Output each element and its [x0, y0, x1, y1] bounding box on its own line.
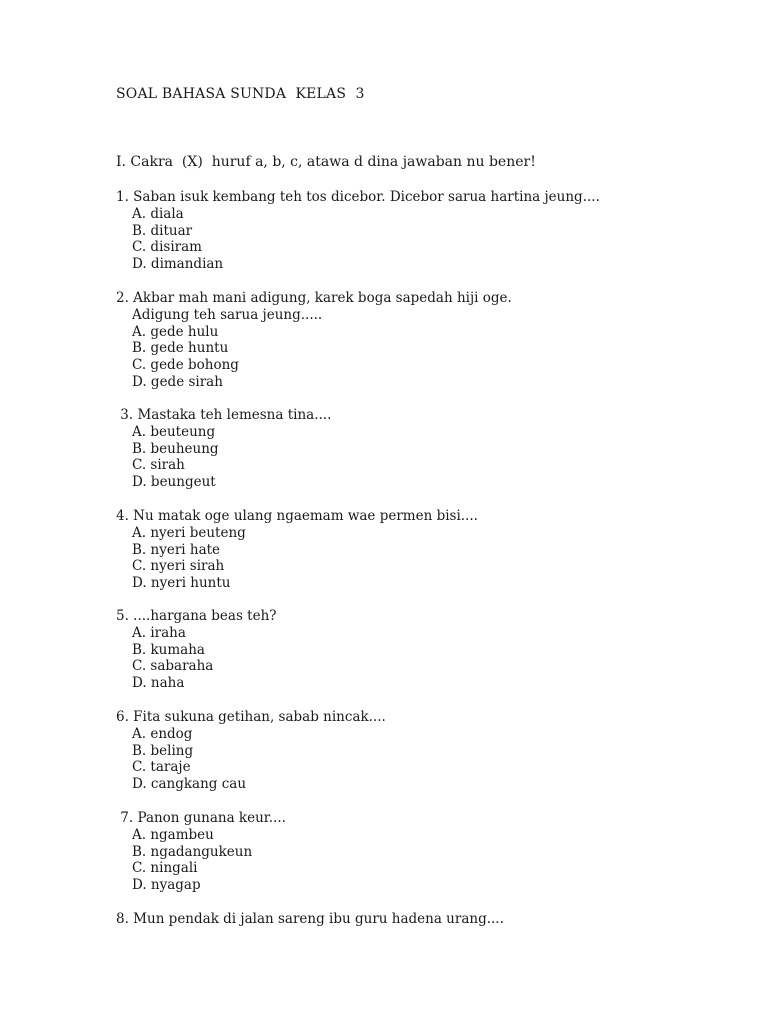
answer-option: A. gede hulu — [132, 323, 219, 340]
answer-option: B. gede huntu — [132, 340, 229, 357]
answer-option: B. dituar — [132, 222, 193, 239]
answer-option: C. nyeri sirah — [132, 558, 225, 575]
answer-option: A. nyeri beuteng — [132, 524, 246, 541]
question-stem: 4. Nu matak oge ulang ngaemam wae permen bisi.... — [116, 508, 478, 524]
answer-option: A. diala — [132, 205, 184, 222]
answer-option: D. nyeri huntu — [132, 575, 231, 592]
question-stem: 3. Mastaka teh lemesna tina.... — [116, 407, 332, 423]
instruction-text: I. Cakra (X) huruf a, b, c, atawa d dina jawaban nu bener! — [116, 154, 536, 170]
question-stem: 2. Akbar mah mani adigung, karek boga sapedah hiji oge. — [116, 290, 512, 306]
document-title: SOAL BAHASA SUNDA KELAS 3 — [116, 86, 365, 102]
answer-option: D. beungeut — [132, 474, 216, 491]
answer-option: C. sabaraha — [132, 658, 214, 675]
answer-option: C. disiram — [132, 239, 202, 256]
answer-option: A. iraha — [132, 624, 186, 641]
answer-option: A. beuteung — [132, 423, 216, 440]
question-stem: 1. Saban isuk kembang teh tos dicebor. Dicebor sarua hartina jeung.... — [116, 189, 600, 205]
answer-option: A. endog — [132, 725, 193, 742]
question-stem: 8. Mun pendak di jalan sareng ibu guru hadena urang.... — [116, 911, 504, 927]
answer-option: B. beuheung — [132, 440, 219, 457]
answer-option: C. ningali — [132, 860, 198, 877]
answer-option: C. sirah — [132, 457, 185, 474]
question-stem: 5. ....hargana beas teh? — [116, 608, 277, 624]
answer-option: B. beling — [132, 742, 194, 759]
answer-option: A. ngambeu — [132, 826, 214, 843]
answer-option: D. cangkang cau — [132, 776, 247, 793]
question-stem: 6. Fita sukuna getihan, sabab nincak.... — [116, 709, 386, 725]
answer-option: B. ngadangukeun — [132, 843, 253, 860]
question-stem: 7. Panon gunana keur.... — [116, 810, 286, 826]
answer-option: D. nyagap — [132, 877, 201, 894]
answer-option: D. gede sirah — [132, 374, 223, 390]
answer-option: D. naha — [132, 675, 185, 692]
answer-option: C. taraje — [132, 759, 191, 776]
answer-option: B. nyeri hate — [132, 541, 221, 558]
answer-option: B. kumaha — [132, 641, 205, 658]
answer-option: D. dimandian — [132, 256, 224, 273]
answer-option: C. gede bohong — [132, 357, 239, 374]
question-stem-continuation: Adigung teh sarua jeung..... — [132, 306, 323, 323]
